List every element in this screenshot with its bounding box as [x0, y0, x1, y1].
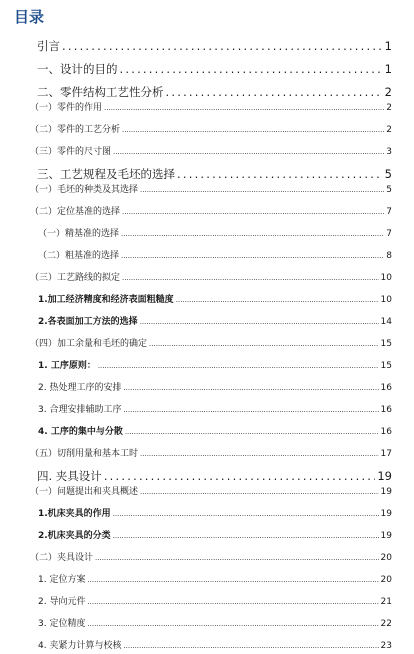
toc-leader	[140, 318, 379, 326]
toc-entry-label: 一、设计的目的	[37, 62, 118, 76]
toc-entry-page: 10	[380, 273, 392, 283]
toc-entry[interactable]	[30, 122, 392, 135]
toc-leader	[95, 554, 379, 562]
toc-leader	[113, 532, 379, 540]
toc-leader	[177, 167, 383, 181]
toc-entry-label: （一）精基准的选择	[38, 229, 120, 239]
toc-leader	[122, 208, 384, 216]
toc-entry-page: 16	[380, 427, 392, 437]
toc-entry-label: （二）定位基准的选择	[30, 207, 121, 217]
toc-entry-page: 20	[380, 575, 392, 585]
toc-entry[interactable]	[37, 468, 392, 484]
toc-entry-page: 5	[384, 167, 392, 181]
toc-entry[interactable]	[38, 292, 392, 305]
toc-leader	[176, 296, 379, 304]
toc-entry[interactable]	[38, 528, 392, 541]
toc-entry-page: 21	[380, 597, 392, 607]
toc-entry-page: 10	[380, 295, 392, 305]
toc-entry[interactable]	[37, 38, 392, 54]
toc-entry[interactable]	[38, 594, 392, 607]
toc-entry-label: （一）零件的作用	[30, 103, 103, 113]
toc-entry[interactable]	[38, 314, 392, 327]
toc-entry-label: 3. 合理安排辅助工序	[38, 405, 122, 415]
toc-entry-page: 19	[380, 509, 392, 519]
toc-leader	[113, 510, 379, 518]
toc-entry[interactable]	[30, 446, 392, 459]
toc-entry-page: 15	[380, 361, 392, 371]
toc-entry[interactable]	[30, 100, 392, 113]
toc-entry[interactable]	[38, 380, 392, 393]
toc-entry[interactable]	[38, 506, 392, 519]
toc-entry-page: 20	[380, 553, 392, 563]
toc-leader	[104, 104, 384, 112]
toc-entry-label: （二）粗基准的选择	[38, 251, 120, 261]
toc-entry[interactable]	[30, 182, 392, 195]
toc-entry-page: 5	[386, 185, 392, 195]
toc-entry[interactable]	[38, 358, 392, 371]
toc-entry-label: 2. 热处理工序的安排	[38, 383, 122, 393]
toc-entry[interactable]	[38, 424, 392, 437]
toc-entry-label: 2. 导向元件	[38, 597, 86, 607]
toc-entry-page: 3	[386, 147, 392, 157]
toc-leader	[98, 362, 379, 370]
toc-entry-label: 2.机床夹具的分类	[38, 531, 111, 541]
toc-entry-label: （一）问题提出和夹具概述	[30, 487, 139, 497]
toc-leader	[122, 126, 384, 134]
toc-entry[interactable]	[38, 402, 392, 415]
toc-entry-page: 2	[386, 125, 392, 135]
toc-entry-page: 15	[380, 339, 392, 349]
toc-entry-page: 7	[386, 229, 392, 239]
toc-entry-page: 14	[380, 317, 392, 327]
toc-entry-label: （二）夹具设计	[30, 553, 94, 563]
toc-entry-label: 1.加工经济精度和经济表面粗糙度	[38, 295, 174, 305]
toc-entry[interactable]	[38, 226, 392, 239]
toc-leader	[140, 488, 379, 496]
toc-entry[interactable]	[38, 248, 392, 261]
toc-entry-page: 22	[380, 619, 392, 629]
toc-leader	[140, 450, 379, 458]
toc-leader	[121, 252, 384, 260]
toc-entry[interactable]	[38, 572, 392, 585]
toc-title: 目录	[14, 8, 45, 26]
toc-entry-label: 引言	[37, 39, 60, 53]
toc-entry[interactable]	[37, 61, 392, 77]
toc-entry-label: （四）加工余量和毛坯的确定	[30, 339, 148, 349]
toc-leader	[120, 62, 383, 76]
toc-entry[interactable]	[38, 616, 392, 629]
toc-entry-page: 1	[384, 39, 392, 53]
toc-entry-page: 8	[386, 251, 392, 261]
toc-entry-page: 19	[377, 469, 392, 483]
toc-entry-label: 2.各表面加工方法的选择	[38, 317, 138, 327]
toc-leader	[123, 384, 378, 392]
toc-leader	[87, 576, 378, 584]
toc-entry[interactable]	[30, 550, 392, 563]
toc-entry[interactable]	[30, 270, 392, 283]
toc-entry-page: 17	[380, 449, 392, 459]
toc-entry-page: 1	[384, 62, 392, 76]
toc-entry-page: 19	[380, 487, 392, 497]
toc-leader	[122, 274, 379, 282]
toc-leader	[123, 642, 378, 650]
toc-entry[interactable]	[38, 638, 392, 651]
toc-entry-label: 三、工艺规程及毛坯的选择	[37, 167, 175, 181]
toc-entry-page: 7	[386, 207, 392, 217]
toc-entry[interactable]	[30, 484, 392, 497]
toc-leader	[121, 230, 384, 238]
toc-entry-page: 23	[380, 641, 392, 651]
toc-leader	[125, 428, 379, 436]
toc-entry[interactable]	[30, 336, 392, 349]
toc-entry-page: 19	[380, 531, 392, 541]
toc-entry[interactable]	[37, 84, 392, 100]
toc-entry-page: 2	[384, 85, 392, 99]
toc-entry-label: 4. 夹紧力计算与校核	[38, 641, 122, 651]
toc-entry-page: 16	[380, 383, 392, 393]
toc-entry-label: 二、零件结构工艺性分析	[37, 85, 164, 99]
toc-leader	[113, 148, 384, 156]
toc-entry-label: （三）工艺路线的拟定	[30, 273, 121, 283]
toc-leader	[123, 406, 378, 414]
toc-entry-label: （三）零件的尺寸图	[30, 147, 112, 157]
toc-leader	[166, 85, 383, 99]
toc-leader	[87, 620, 378, 628]
toc-leader	[140, 186, 384, 194]
toc-leader	[104, 469, 376, 483]
toc-entry-label: 四. 夹具设计	[37, 469, 102, 483]
toc-leader	[149, 340, 379, 348]
toc-entry-label: 1.机床夹具的作用	[38, 509, 111, 519]
toc-entry-label: 1. 工序原则：	[38, 361, 96, 371]
toc-entry[interactable]	[30, 204, 392, 217]
toc-entry-label: （五）切削用量和基本工时	[30, 449, 139, 459]
toc-leader	[62, 39, 383, 53]
toc-entry-label: 1. 定位方案	[38, 575, 86, 585]
toc-entry-page: 2	[386, 103, 392, 113]
toc-entry-label: 4. 工序的集中与分散	[38, 427, 123, 437]
toc-entry-label: 3. 定位精度	[38, 619, 86, 629]
toc-entry[interactable]	[30, 144, 392, 157]
toc-leader	[87, 598, 378, 606]
toc-entry[interactable]	[37, 166, 392, 182]
toc-entry-label: （二）零件的工艺分析	[30, 125, 121, 135]
toc-entry-page: 16	[380, 405, 392, 415]
toc-entry-label: （一）毛坯的种类及其选择	[30, 185, 139, 195]
